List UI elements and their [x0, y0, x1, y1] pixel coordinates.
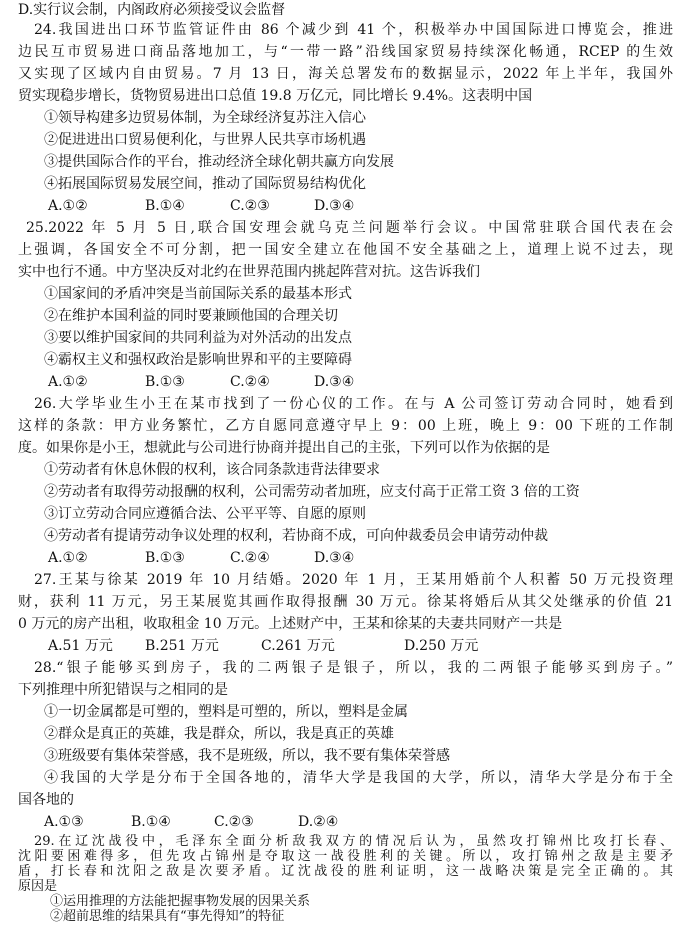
q29-stem-line: 原因是	[18, 879, 58, 894]
q24-option-c: C.②③	[230, 198, 270, 214]
q28-option-d: D.②④	[298, 814, 339, 830]
q28-option-c: C.②③	[214, 814, 254, 830]
q26-option-b: B.①③	[145, 550, 185, 566]
q25-item: ①国家间的矛盾冲突是当前国际关系的最基本形式	[44, 286, 352, 302]
q27-option-b: B.251 万元	[145, 638, 219, 654]
q25-stem-line: 实中也行不通。中方坚决反对北约在世界范围内挑起阵营对抗。这告诉我们	[18, 264, 480, 280]
q26-stem-line: 度。如果你是小王，想就此与公司进行协商并提出自己的主张，下列可以作为依据的是	[18, 440, 550, 456]
prev-option-d: D.实行议会制，内阁政府必须接受议会监督	[18, 2, 286, 18]
q28-item: ②群众是真正的英雄，我是群众，所以，我是真正的英雄	[44, 726, 394, 742]
q24-item: ②促进进出口贸易便利化，与世界人民共享市场机遇	[44, 132, 366, 148]
q24-stem-line: 边民互市贸易进口商品落地加工，与“一带一路”沿线国家贸易持续深化畅通，RCEP 的生效	[18, 44, 673, 60]
q24-item: ①领导构建多边贸易体制，为全球经济复苏注入信心	[44, 110, 366, 126]
q26-stem-line: 这样的条款：甲方业务繁忙，乙方自愿同意遵守早上 9：00 上班，晚上 9：00 下班的工作制	[18, 418, 673, 434]
q25-option-a: A.①②	[48, 374, 88, 390]
q29-item: ②超前思维的结果具有“事先得知”的特征	[50, 909, 285, 924]
q24-item: ③提供国际合作的平台，推动经济全球化朝共赢方向发展	[44, 154, 394, 170]
q29-stem-line: 沈阳要困难得多，但先攻占锦州是夺取这一战役胜利的关键。所以，攻打锦州之敌是主要矛	[18, 849, 673, 864]
q28-option-b: B.①④	[131, 814, 171, 830]
q28-stem-line: 28.“银子能够买到房子，我的二两银子是银子，所以，我的二两银子能够买到房子。”	[34, 660, 673, 676]
q24-stem-line: 又实现了区域内自由贸易。7 月 13 日，海关总署发布的数据显示，2022 年上半年，我国外	[18, 66, 673, 82]
q28-item: ①一切金属都是可塑的，塑料是可塑的，所以，塑料是金属	[44, 704, 408, 720]
q26-item: ①劳动者有休息休假的权利，该合同条款违背法律要求	[44, 462, 380, 478]
q28-option-a: A.①③	[44, 814, 84, 830]
q24-option-a: A.①②	[48, 198, 88, 214]
q29-stem-line: 盾，打长春和沈阳之敌是次要矛盾。辽沈战役的胜利证明，这一战略决策是完全正确的。其	[18, 864, 673, 879]
q25-option-d: D.③④	[314, 374, 355, 390]
q29-stem-line: 29.在辽沈战役中，毛泽东全面分析敌我双方的情况后认为，虽然攻打锦州比攻打长春、	[34, 834, 673, 849]
q28-item: ③班级要有集体荣誉感，我不是班级，所以，我不要有集体荣誉感	[44, 748, 450, 764]
q24-stem-line: 贸实现稳步增长，货物贸易进出口总值 19.8 万亿元，同比增长 9.4%。这表明中国	[18, 88, 533, 104]
q25-stem-line: 上强调，各国安全不可分割，把一国安全建立在他国不安全基础之上，道理上说不过去，现	[18, 242, 673, 258]
q27-stem-line: 财，获利 11 万元，另王某展览其画作取得报酬 30 万元。徐某将婚后从其父处继承的价值 21	[18, 594, 673, 610]
q27-option-a: A.51 万元	[48, 638, 113, 654]
q25-item: ④霸权主义和强权政治是影响世界和平的主要障碍	[44, 352, 352, 368]
q24-option-d: D.③④	[314, 198, 355, 214]
q26-item: ②劳动者有取得劳动报酬的权利，公司需劳动者加班，应支付高于正常工资 3 倍的工资	[44, 484, 580, 500]
q26-option-a: A.①②	[48, 550, 88, 566]
q26-option-c: C.②④	[230, 550, 270, 566]
q25-item: ③要以维护国家间的共同利益为对外活动的出发点	[44, 330, 352, 346]
q24-option-b: B.①④	[145, 198, 185, 214]
q24-item: ④拓展国际贸易发展空间，推动了国际贸易结构优化	[44, 176, 366, 192]
q28-item: ④我国的大学是分布于全国各地的，清华大学是我国的大学，所以，清华大学是分布于全	[44, 770, 673, 786]
q27-stem-line: 0 万元的房产出租，收取租金 10 万元。上述财产中，王某和徐某的夫妻共同财产一共是	[18, 616, 563, 632]
q25-option-b: B.①③	[145, 374, 185, 390]
q25-stem-line: 25.2022 年 5 月 5 日,联合国安理会就乌克兰问题举行会议。中国常驻联合国代表在会	[26, 220, 673, 236]
q26-stem-line: 26.大学毕业生小王在某市找到了一份心仪的工作。在与 A 公司签订劳动合同时，她看到	[34, 396, 673, 412]
q27-stem-line: 27.王某与徐某 2019 年 10 月结婚。2020 年 1 月，王某用婚前个人积蓄 50 万元投资理	[34, 572, 673, 588]
q27-option-c: C.261 万元	[261, 638, 335, 654]
q26-item: ③订立劳动合同应遵循合法、公平平等、自愿的原则	[44, 506, 366, 522]
q25-option-c: C.②④	[230, 374, 270, 390]
q24-stem-line: 24.我国进出口环节监管证件由 86 个减少到 41 个，积极举办中国国际进口博览会，推进	[34, 22, 673, 38]
q25-item: ②在维护本国利益的同时要兼顾他国的合理关切	[44, 308, 338, 324]
q27-option-d: D.250 万元	[404, 638, 479, 654]
q28-item-cont: 国各地的	[18, 792, 74, 808]
q29-item: ①运用推理的方法能把握事物发展的因果关系	[50, 894, 311, 909]
q28-stem-line: 下列推理中所犯错误与之相同的是	[18, 682, 228, 698]
q26-item: ④劳动者有提请劳动争议处理的权利，若协商不成，可向仲裁委员会申请劳动仲裁	[44, 528, 548, 544]
q26-option-d: D.③④	[314, 550, 355, 566]
